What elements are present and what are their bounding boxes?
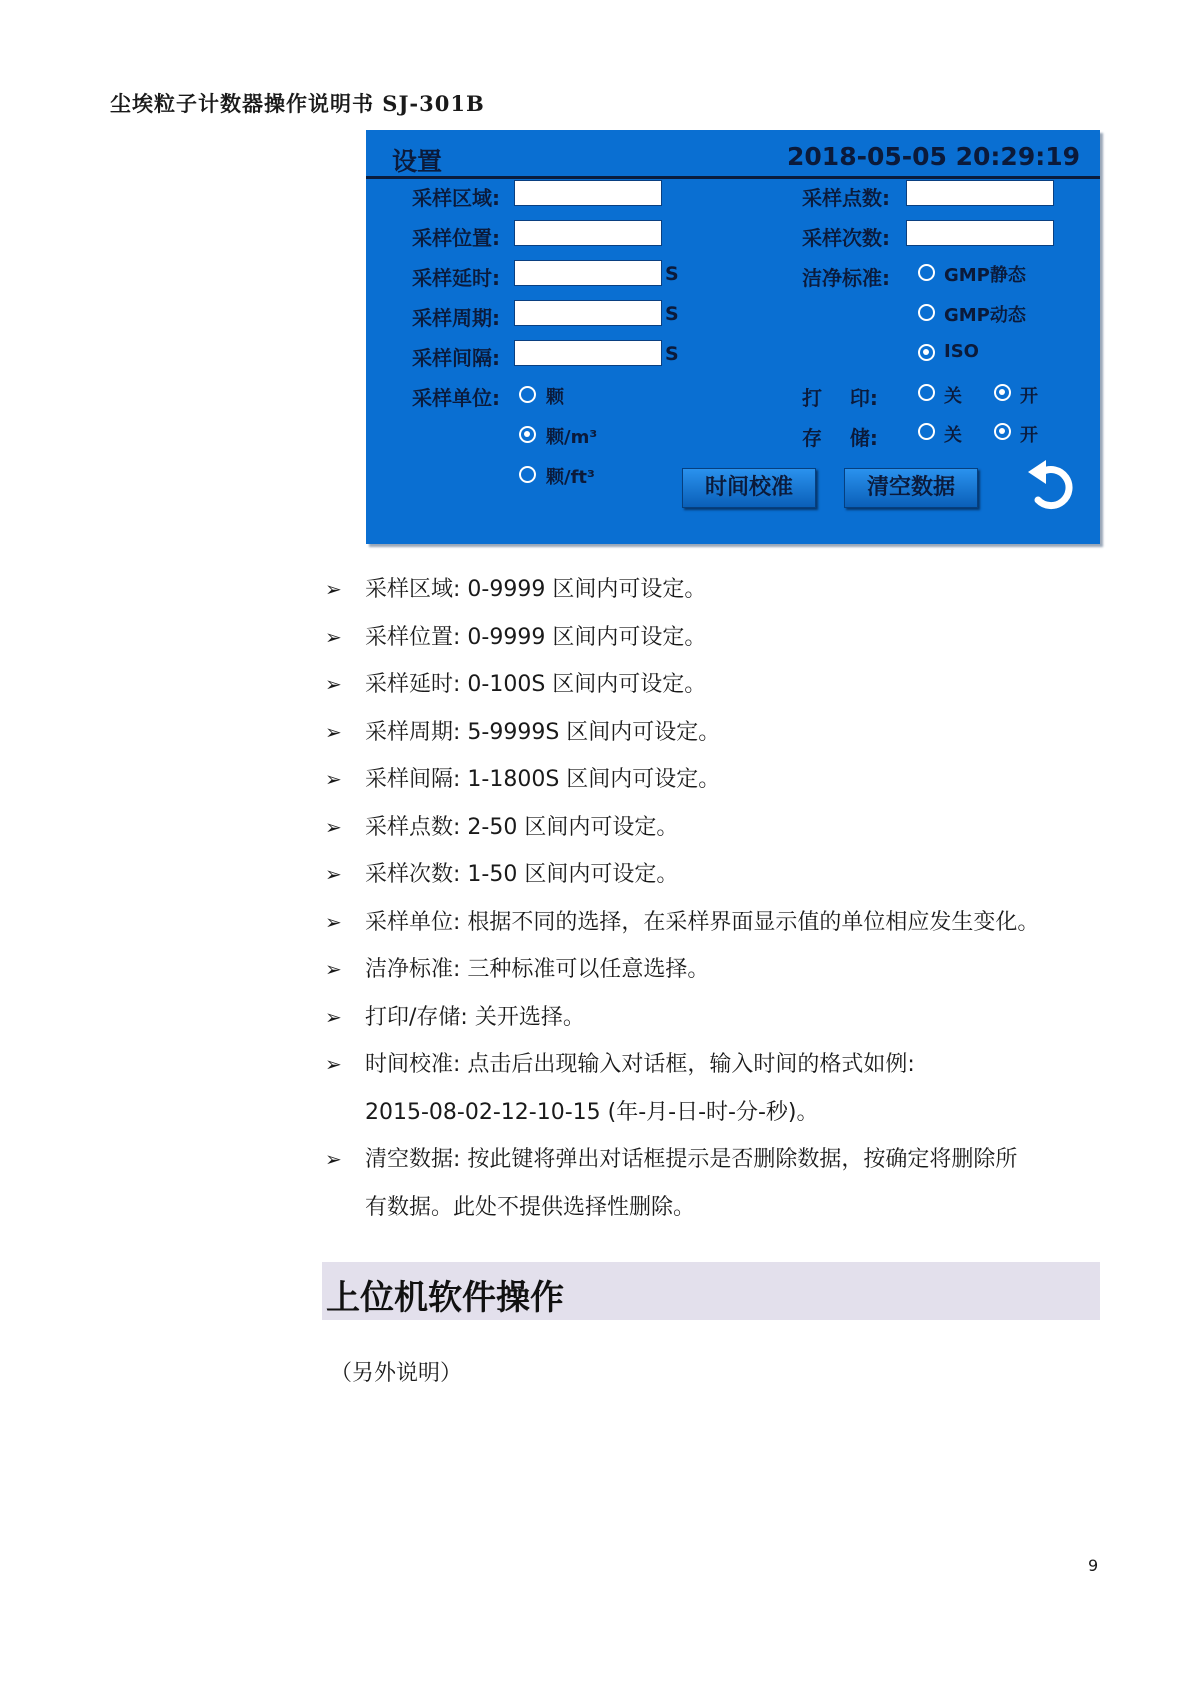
list-item-continuation: 有数据。此处不提供选择性删除。 (365, 1194, 696, 1220)
unit-radio-particles[interactable] (519, 386, 536, 403)
unit-option-per-ft3: 颗/ft³ (546, 467, 595, 488)
sample-interval-input[interactable] (514, 340, 662, 366)
label-sample-delay: 采样延时: (412, 266, 500, 290)
sample-count-input[interactable] (906, 220, 1054, 246)
list-item: ➢ 清空数据: 按此键将弹出对话框提示是否删除数据，按确定将删除所 (325, 1136, 1115, 1184)
label-sample-period: 采样周期: (412, 306, 500, 330)
sample-period-input[interactable] (514, 300, 662, 326)
standard-radio-gmp-static[interactable] (918, 264, 935, 281)
label-storage: 存 储: (802, 426, 878, 450)
arrow-bullet-icon: ➢ (325, 909, 342, 934)
label-sample-position: 采样位置: (412, 226, 500, 250)
arrow-bullet-icon: ➢ (325, 1004, 342, 1029)
label-sample-unit: 采样单位: (412, 386, 500, 410)
time-calibration-button[interactable]: 时间校准 (682, 468, 816, 508)
storage-off-radio[interactable] (918, 423, 935, 440)
panel-datetime: 2018-05-05 20:29:19 (787, 142, 1080, 171)
clear-data-button[interactable]: 清空数据 (844, 468, 978, 508)
standard-option-gmp-dynamic: GMP动态 (944, 305, 1026, 326)
return-arrow-icon[interactable] (1024, 458, 1080, 514)
standard-radio-gmp-dynamic[interactable] (918, 304, 935, 321)
list-item: ➢ 采样点数: 2-50 区间内可设定。 (325, 804, 1115, 852)
settings-description-list (325, 566, 1115, 1231)
panel-divider (366, 176, 1100, 179)
section-heading (322, 1262, 1100, 1320)
arrow-bullet-icon: ➢ (325, 814, 342, 839)
arrow-bullet-icon: ➢ (325, 767, 342, 791)
period-unit: S (665, 303, 679, 325)
arrow-bullet-icon: ➢ (325, 957, 342, 981)
print-on-radio[interactable] (994, 384, 1011, 401)
list-item: ➢ 采样延时: 0-100S 区间内可设定。 (325, 661, 1115, 709)
section-title: 上位机软件操作 (326, 1278, 564, 1318)
arrow-bullet-icon: ➢ (325, 624, 342, 649)
storage-off-label: 关 (944, 425, 962, 446)
unit-option-particles: 颗 (546, 387, 564, 408)
list-item: ➢ 时间校准: 点击后出现输入对话框，输入时间的格式如例: (325, 1041, 1115, 1089)
sample-position-input[interactable] (514, 220, 662, 246)
arrow-bullet-icon: ➢ (325, 672, 342, 696)
page-number: 9 (1088, 1556, 1099, 1575)
standard-option-gmp-static: GMP静态 (944, 265, 1026, 286)
label-sample-area: 采样区域: (412, 186, 500, 210)
unit-option-per-m3: 颗/m³ (546, 427, 598, 448)
unit-radio-per-m3[interactable] (519, 426, 536, 443)
list-item: ➢ 采样次数: 1-50 区间内可设定。 (325, 851, 1115, 899)
document-header: 尘埃粒子计数器操作说明书 SJ-301B (110, 91, 485, 116)
sample-delay-input[interactable] (514, 260, 662, 286)
list-item: ➢ 采样区域: 0-9999 区间内可设定。 (325, 566, 1115, 614)
settings-screenshot (366, 130, 1100, 544)
interval-unit: S (665, 343, 679, 365)
arrow-bullet-icon: ➢ (325, 1052, 342, 1076)
delay-unit: S (665, 263, 679, 285)
panel-title: 设置 (392, 147, 443, 176)
standard-radio-iso[interactable] (918, 344, 935, 361)
arrow-bullet-icon: ➢ (325, 577, 342, 601)
note-text: （另外说明） (330, 1361, 463, 1386)
label-clean-standard: 洁净标准: (802, 266, 890, 290)
list-item: ➢ 洁净标准: 三种标准可以任意选择。 (325, 946, 1115, 994)
storage-on-radio[interactable] (994, 423, 1011, 440)
arrow-bullet-icon: ➢ (325, 862, 342, 886)
print-on-label: 开 (1020, 386, 1038, 407)
print-off-label: 关 (944, 386, 962, 407)
label-sample-count: 采样次数: (802, 226, 890, 250)
sample-area-input[interactable] (514, 180, 662, 206)
storage-on-label: 开 (1020, 425, 1038, 446)
label-print: 打 印: (802, 386, 878, 410)
label-sample-points: 采样点数: (802, 186, 890, 210)
unit-radio-per-ft3[interactable] (519, 466, 536, 483)
list-item: ➢ 采样位置: 0-9999 区间内可设定。 (325, 614, 1115, 662)
list-item: ➢ 采样周期: 5-9999S 区间内可设定。 (325, 709, 1115, 757)
print-off-radio[interactable] (918, 384, 935, 401)
arrow-bullet-icon: ➢ (325, 1147, 342, 1171)
list-item: ➢ 打印/存储: 关开选择。 (325, 994, 1115, 1042)
arrow-bullet-icon: ➢ (325, 719, 342, 744)
sample-points-input[interactable] (906, 180, 1054, 206)
label-sample-interval: 采样间隔: (412, 346, 500, 370)
standard-option-iso: ISO (944, 341, 979, 362)
list-item: ➢ 采样单位: 根据不同的选择，在采样界面显示值的单位相应发生变化。 (325, 899, 1115, 947)
list-item: ➢ 采样间隔: 1-1800S 区间内可设定。 (325, 756, 1115, 804)
list-item-continuation: 2015-08-02-12-10-15 (年-月-日-时-分-秒)。 (365, 1099, 819, 1125)
